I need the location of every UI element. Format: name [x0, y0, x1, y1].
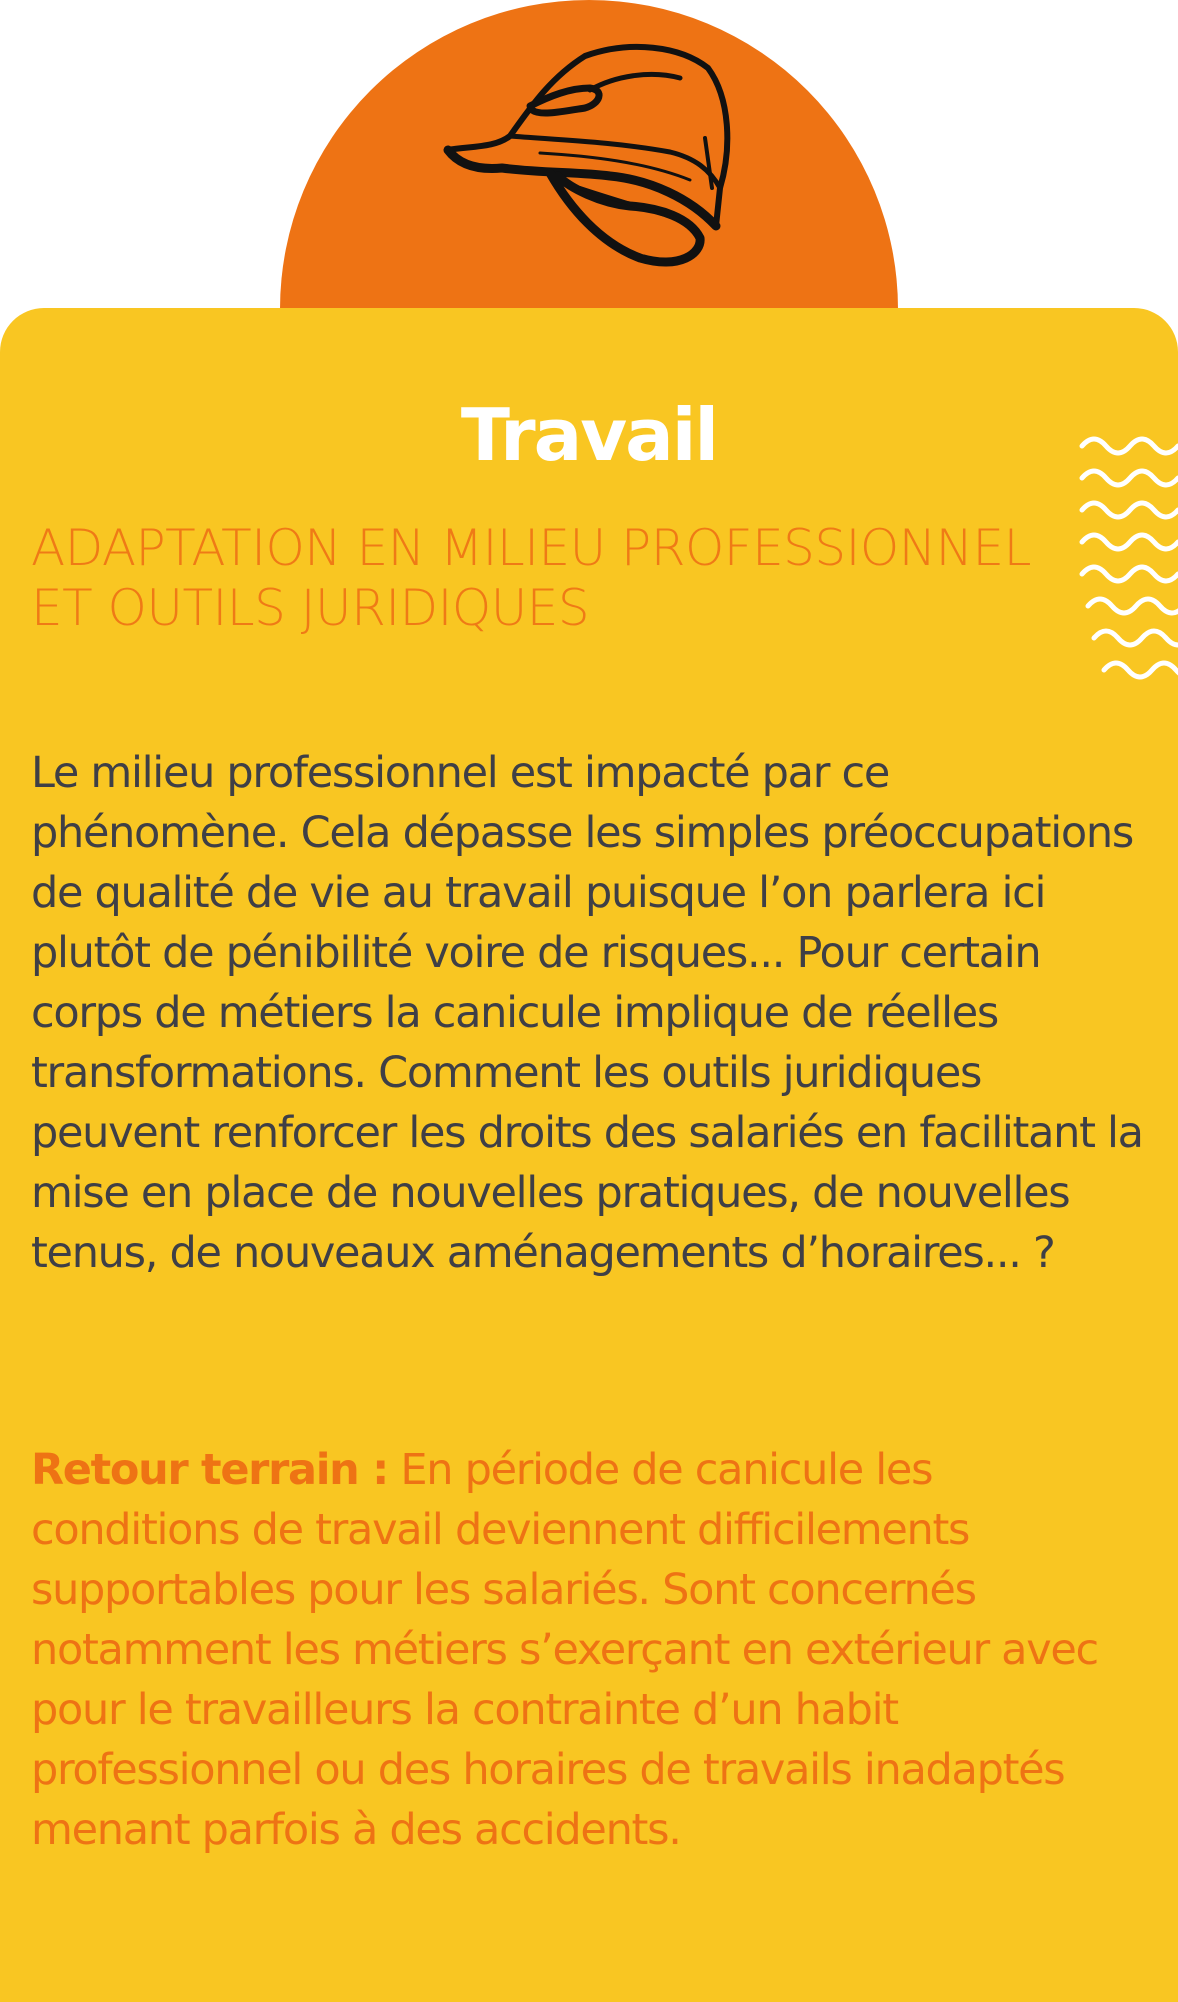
card-title: Travail — [460, 393, 718, 477]
field-feedback-paragraph — [31, 1440, 1141, 1860]
field-feedback-label: Retour terrain : — [31, 1445, 389, 1495]
field-feedback-text: En période de canicule les conditions de travail deviennent difficilements supportables pour les salariés. Sont concernés notamment les métiers s’exerçant en extérieur avec pour le travailleurs la contrainte d’un habit professionnel ou des horaires de travails inadaptés menant parfois à des accidents. — [31, 1445, 1098, 1855]
body-paragraph: Le milieu professionnel est impacté par ce phénomène. Cela dépasse les simples préoccupations de qualité de vie au travail puisque l’on parlera ici plutôt de pénibilité voire de risques... Pour certain corps de métiers la canicule implique de réelles transformations. Comment les outils juridiques peuvent renforcer les droits des salariés en facilitant la mise en place de nouvelles pratiques, de nouvelles tenus, de nouveaux aménagements d’horaires... ? — [31, 748, 1143, 1278]
hard-hat-icon — [440, 38, 740, 278]
content-card — [0, 308, 1178, 2002]
card-subtitle: ADAPTATION EN MILIEU PROFESSIONNEL ET OUTILS JURIDIQUES — [31, 519, 1031, 637]
